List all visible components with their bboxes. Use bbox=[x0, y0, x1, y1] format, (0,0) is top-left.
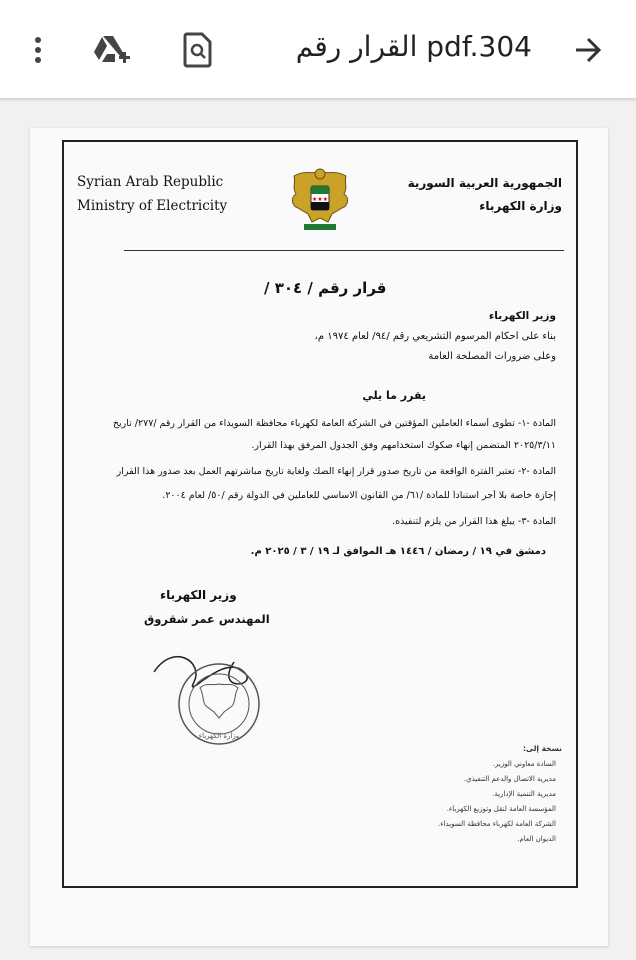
ministry-name-ar: وزارة الكهرباء bbox=[479, 199, 562, 213]
cc-item: مديرية الاتصال والدعم التنفيذي. bbox=[463, 775, 556, 783]
basis-line-2: وعلى ضرورات المصلحة العامة bbox=[428, 351, 556, 362]
signatory-name: المهندس عمر شقروق bbox=[144, 612, 270, 626]
date-line: دمشق في ١٩ / رمضان / ١٤٤٦ هـ الموافق لـ ١٩ / ٣ / ٢٠٢٥ م. bbox=[250, 546, 546, 557]
article-3: المادة -٣- يبلغ هذا القرار من يلزم لتنفيذه. bbox=[392, 516, 556, 527]
top-app-bar bbox=[0, 0, 636, 99]
country-name-ar: الجمهورية العربية السورية bbox=[407, 176, 562, 190]
pdf-page[interactable] bbox=[30, 128, 608, 946]
find-in-page-icon[interactable] bbox=[178, 28, 218, 72]
cc-heading: نسخة إلى: bbox=[523, 744, 562, 753]
official-seal-icon bbox=[134, 632, 284, 752]
cc-item: الديوان العام. bbox=[517, 835, 556, 843]
article-1-line-2: ٢٠٢٥/٣/١١ المتضمن إنهاء صكوك استخدامهم وفق الجدول المرفق بهذا القرار. bbox=[251, 440, 556, 451]
more-vert-icon[interactable] bbox=[18, 28, 58, 72]
svg-text:★★★: ★★★ bbox=[311, 196, 329, 203]
header-divider bbox=[124, 250, 564, 251]
cc-item: الشركة العامة لكهرباء محافظة السويداء. bbox=[438, 820, 556, 828]
cc-item: المؤسسة العامة لنقل وتوزيع الكهرباء. bbox=[446, 805, 556, 813]
cc-item: مديرية التنمية الإدارية. bbox=[492, 790, 556, 798]
syrian-eagle-emblem-icon bbox=[282, 162, 358, 238]
article-2-line-1: المادة -٢- تعتبر الفترة الواقعة من تاريخ صدور قرار إنهاء الصك ولغاية تاريخ مباشرتهم العمل بعد صدور هذا القرار bbox=[116, 466, 556, 477]
document-frame bbox=[62, 140, 578, 888]
decides-heading: يقرر ما يلي bbox=[362, 389, 426, 402]
article-1-line-1: المادة -١- تطوى أسماء العاملين المؤقتين في الشركة العامة لكهرباء محافظة السويداء من القرار رقم /٢٧٧/ تاريخ bbox=[112, 418, 556, 429]
add-to-drive-icon[interactable] bbox=[92, 28, 132, 72]
country-name-en: Syrian Arab Republic bbox=[77, 174, 224, 190]
header-english bbox=[77, 170, 227, 218]
article-2-line-2: إجازة خاصة بلا أجر استناداً للمادة /٦١/ من القانون الاساسي للعاملين في الدولة رقم /٥٠/ لعام ٢٠٠٤. bbox=[162, 490, 556, 501]
ministry-name-en: Ministry of Electricity bbox=[77, 198, 228, 214]
decree-number: قرار رقم / ٣٠٤ / bbox=[264, 279, 387, 297]
signatory-title: وزير الكهرباء bbox=[160, 588, 237, 602]
forward-arrow-icon[interactable] bbox=[568, 28, 608, 72]
document-title: القرار رقم pdf.304 bbox=[295, 30, 532, 63]
header-arabic bbox=[408, 172, 562, 218]
cc-item: السادة معاوني الوزير. bbox=[492, 760, 556, 768]
basis-line-1: بناء على أحكام المرسوم التشريعي رقم /٩٤/ لعام ١٩٧٤ م، bbox=[314, 331, 556, 342]
seal-text: وزارة الكهرباء bbox=[198, 732, 240, 740]
issuer: وزير الكهرباء bbox=[488, 310, 556, 322]
